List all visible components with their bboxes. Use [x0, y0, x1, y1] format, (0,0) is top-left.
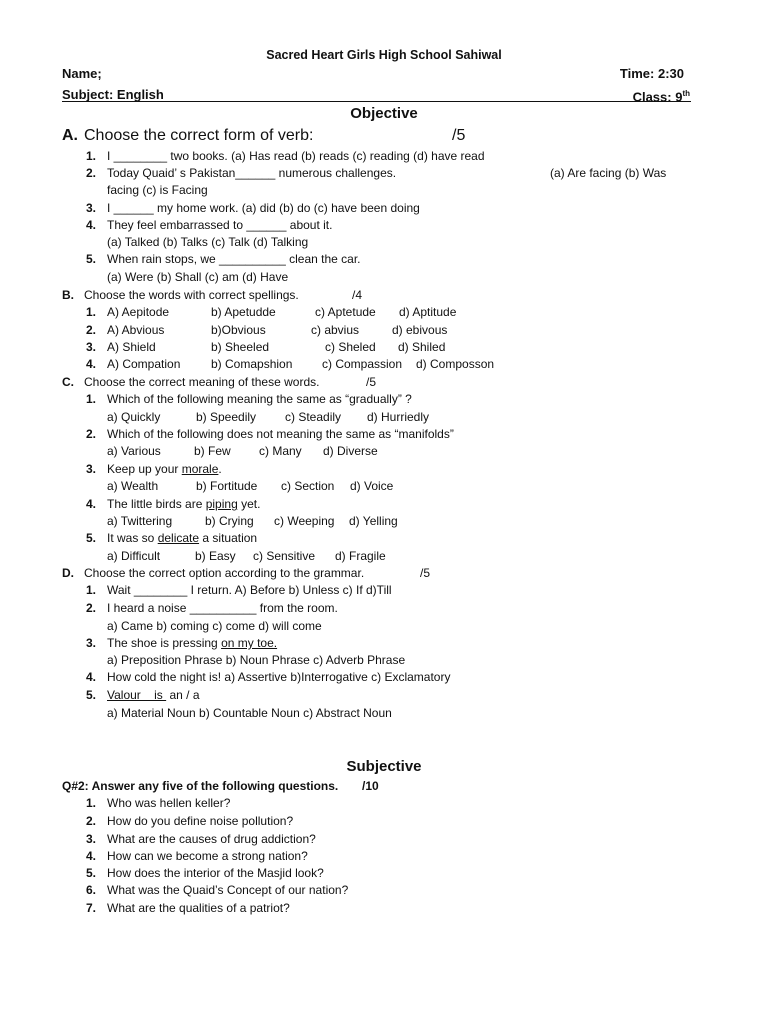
list-number: 1. — [85, 583, 96, 597]
list-number: 5. — [85, 688, 96, 702]
option-d: d) ebivous — [392, 323, 448, 337]
option-a: a) Twittering — [107, 514, 173, 528]
question-text: It was so delicate a situation — [107, 531, 258, 545]
list-number: 2. — [85, 601, 96, 615]
option-a: A) Aepitode — [107, 305, 170, 319]
option-b: b) Fortitude — [196, 479, 258, 493]
objective-title: Objective — [350, 105, 418, 122]
list-number: 7. — [85, 901, 96, 915]
list-item: Wait ________ I return. A) Before b) Unless c) If d)Till — [107, 583, 392, 597]
option-c: c) Sheled — [325, 340, 376, 354]
list-item: I ________ two books. (a) Has read (b) reads (c) reading (d) have read — [107, 149, 485, 163]
option-d: d) Aptitude — [399, 305, 457, 319]
section-c-letter: C. — [62, 375, 74, 389]
name-label: Name; — [62, 66, 102, 81]
list-number: 3. — [85, 832, 96, 846]
option-c: c) abvius — [311, 323, 360, 337]
question-text: The little birds are piping yet. — [107, 497, 261, 511]
list-number: 3. — [85, 340, 96, 354]
list-item-options: a) Material Noun b) Countable Noun c) Abstract Noun — [107, 706, 392, 720]
option-c: c) Weeping — [274, 514, 335, 528]
list-number: 4. — [85, 670, 96, 684]
option-d: d) Diverse — [323, 444, 378, 458]
list-item: What are the causes of drug addiction? — [107, 832, 316, 846]
section-b-marks: /4 — [352, 288, 363, 302]
list-number: 1. — [85, 796, 96, 810]
list-item-cont: facing (c) is Facing — [107, 183, 208, 197]
subject-label: Subject: English — [62, 87, 164, 102]
option-d: d) Hurriedly — [367, 410, 430, 424]
list-number: 4. — [85, 357, 96, 371]
list-item: Valour is an / a — [107, 688, 200, 702]
section-d-marks: /5 — [420, 566, 431, 580]
header-rule — [62, 101, 691, 102]
option-b: b) Easy — [195, 549, 236, 563]
section-c-marks: /5 — [366, 375, 377, 389]
section-c-heading: Choose the correct meaning of these words. — [84, 375, 320, 389]
option-b: b) Speedily — [196, 410, 257, 424]
option-b: b) Comapshion — [211, 357, 293, 371]
option-b: b)Obvious — [211, 323, 266, 337]
list-item-options: (a) Are facing (b) Was — [550, 166, 667, 180]
option-a: A) Compation — [107, 357, 181, 371]
option-a: a) Various — [107, 444, 161, 458]
option-b: b) Few — [194, 444, 231, 458]
question-text: Keep up your morale. — [107, 462, 222, 476]
time-label: Time: 2:30 — [619, 66, 684, 81]
list-item: When rain stops, we __________ clean the car. — [107, 252, 361, 266]
list-item: Today Quaid’ s Pakistan______ numerous challenges. — [107, 166, 397, 180]
list-item: How cold the night is! a) Assertive b)Interrogative c) Exclamatory — [107, 670, 451, 684]
option-b: b) Sheeled — [211, 340, 270, 354]
option-c: c) Many — [259, 444, 302, 458]
subjective-title: Subjective — [346, 758, 422, 775]
school-name: Sacred Heart Girls High School Sahiwal — [266, 48, 502, 62]
section-d-letter: D. — [62, 566, 74, 580]
section-a-letter: A. — [62, 127, 78, 144]
section-d-heading: Choose the correct option according to the grammar. — [84, 566, 365, 580]
list-number: 1. — [85, 149, 96, 163]
list-number: 3. — [85, 636, 96, 650]
list-number: 1. — [85, 392, 96, 406]
option-a: a) Quickly — [107, 410, 161, 424]
question-text: Which of the following does not meaning the same as “manifolds” — [107, 427, 454, 441]
list-number: 2. — [85, 166, 96, 180]
option-d: d) Composson — [416, 357, 495, 371]
section-a-marks: /5 — [452, 127, 466, 144]
option-b: b) Apetudde — [211, 305, 276, 319]
option-d: d) Fragile — [335, 549, 386, 563]
list-number: 4. — [85, 849, 96, 863]
option-a: a) Wealth — [107, 479, 159, 493]
class-label: Class: 9th — [632, 89, 690, 105]
option-a: A) Abvious — [107, 323, 165, 337]
section-b-heading: Choose the words with correct spellings. — [84, 288, 299, 302]
option-c: c) Compassion — [322, 357, 403, 371]
list-number: 5. — [85, 866, 96, 880]
list-item: I ______ my home work. (a) did (b) do (c) have been doing — [107, 201, 420, 215]
option-d: d) Shiled — [398, 340, 446, 354]
option-a: A) Shield — [107, 340, 156, 354]
option-d: d) Voice — [350, 479, 394, 493]
list-item: I heard a noise __________ from the room. — [107, 601, 338, 615]
list-item: What are the qualities of a patriot? — [107, 901, 290, 915]
option-c: c) Steadily — [285, 410, 342, 424]
list-number: 5. — [85, 252, 96, 266]
list-number: 5. — [85, 531, 96, 545]
list-item: How do you define noise pollution? — [107, 814, 294, 828]
list-number: 2. — [85, 427, 96, 441]
q2-marks: /10 — [362, 779, 379, 793]
list-number: 1. — [85, 305, 96, 319]
list-item: They feel embarrassed to ______ about it. — [107, 218, 333, 232]
list-item: How can we become a strong nation? — [107, 849, 308, 863]
list-item: What was the Quaid’s Concept of our nation? — [107, 883, 349, 897]
list-number: 3. — [85, 462, 96, 476]
option-b: b) Crying — [205, 514, 254, 528]
section-a-heading: Choose the correct form of verb: — [84, 127, 314, 144]
list-item-options: a) Came b) coming c) come d) will come — [107, 619, 322, 633]
option-a: a) Difficult — [107, 549, 161, 563]
option-c: c) Aptetude — [315, 305, 376, 319]
list-item-cont: (a) Were (b) Shall (c) am (d) Have — [107, 270, 289, 284]
option-d: d) Yelling — [349, 514, 398, 528]
list-item: The shoe is pressing on my toe. — [107, 636, 278, 650]
list-item: Who was hellen keller? — [107, 796, 231, 810]
list-number: 4. — [85, 218, 96, 232]
q2-heading: Q#2: Answer any five of the following questions. — [62, 779, 339, 793]
option-c: c) Section — [281, 479, 335, 493]
question-text: Which of the following meaning the same as “gradually” ? — [107, 392, 412, 406]
list-number: 6. — [85, 883, 96, 897]
list-number: 4. — [85, 497, 96, 511]
option-c: c) Sensitive — [253, 549, 316, 563]
list-item: How does the interior of the Masjid look? — [107, 866, 324, 880]
list-item-cont: (a) Talked (b) Talks (c) Talk (d) Talking — [107, 235, 309, 249]
section-b-letter: B. — [62, 288, 74, 302]
list-number: 3. — [85, 201, 96, 215]
list-item-options: a) Preposition Phrase b) Noun Phrase c) Adverb Phrase — [107, 653, 406, 667]
list-number: 2. — [85, 323, 96, 337]
list-number: 2. — [85, 814, 96, 828]
